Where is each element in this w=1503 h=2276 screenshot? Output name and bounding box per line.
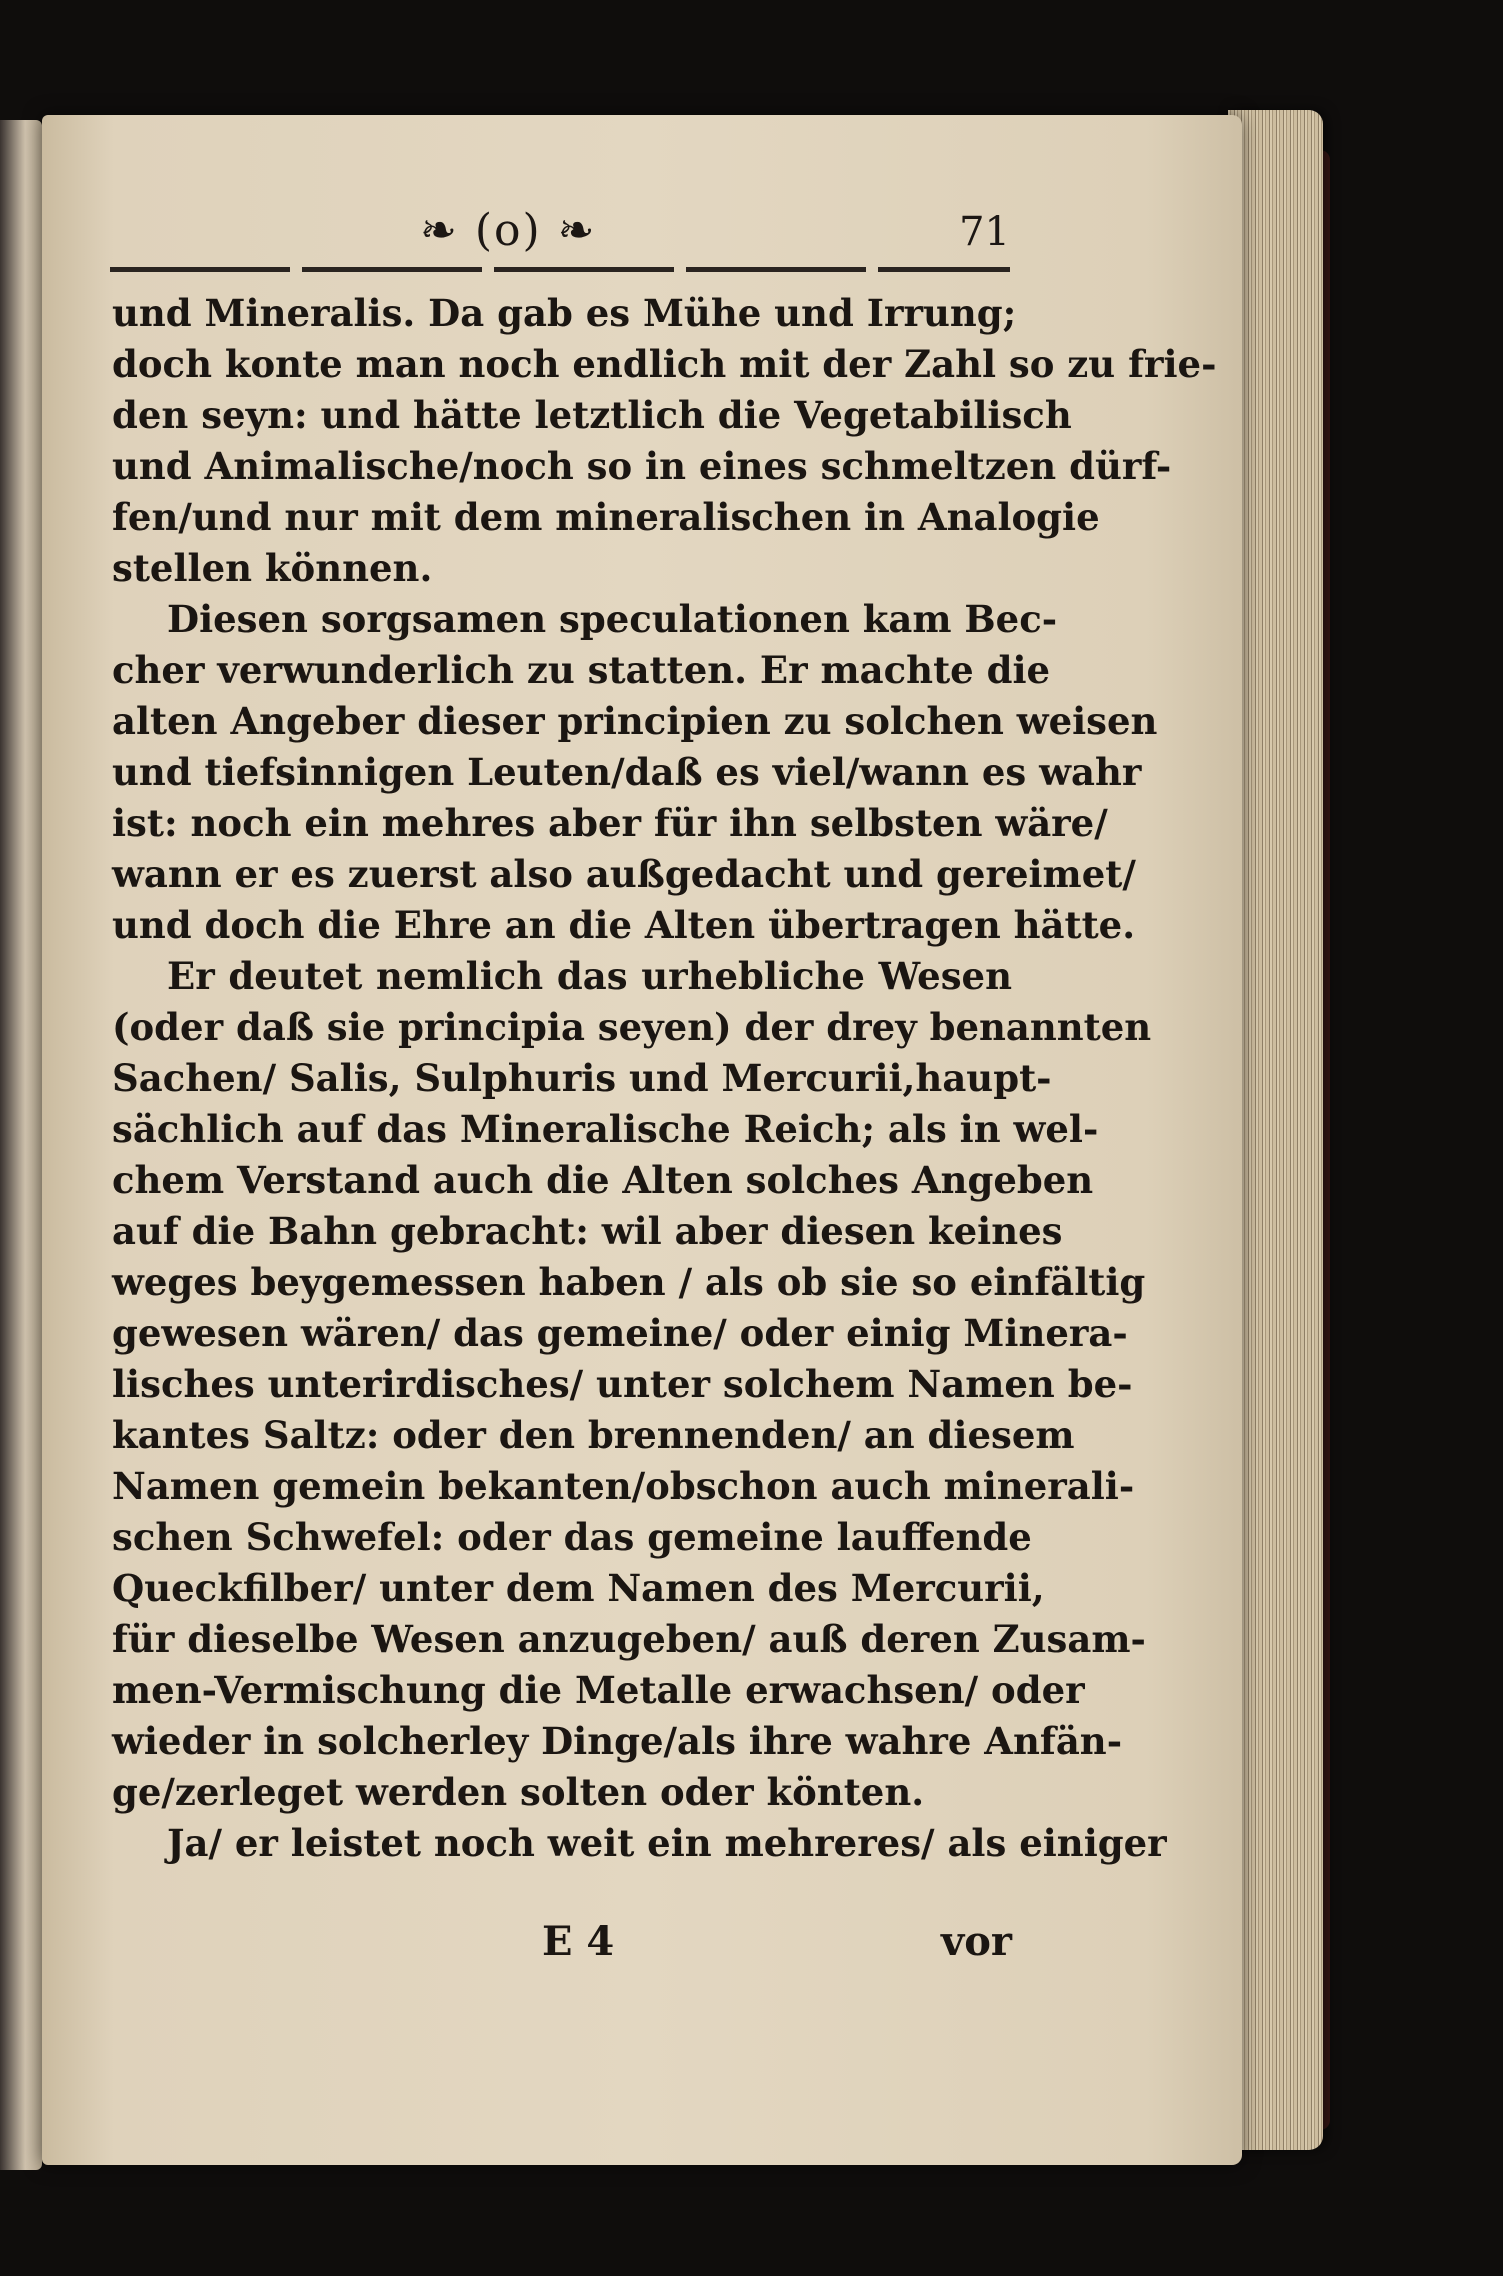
- page-header: [110, 205, 1010, 275]
- paragraph-start-line: Er deutet nemlich das urhebliche Wesen: [167, 954, 1012, 998]
- text-line: ge/zerleget werden solten oder könten.: [112, 1770, 925, 1814]
- text-line: Sachen/ Salis, Sulphuris und Mercurii,haupt-: [112, 1056, 1052, 1100]
- page-footer: [112, 1918, 1012, 1973]
- header-ornament: ❧ (o) ❧: [420, 205, 597, 256]
- text-line: ist: noch ein mehres aber für ihn selbsten wäre/: [112, 801, 1108, 845]
- paragraph-start-line: Ja/ er leistet noch weit ein mehreres/ als einiger: [167, 1821, 1167, 1865]
- text-line: chem Verstand auch die Alten solches Angeben: [112, 1158, 1094, 1202]
- paragraph-start-line: Diesen sorgsamen speculationen kam Bec-: [167, 597, 1058, 641]
- text-line: schen Schwefel: oder das gemeine lauffende: [112, 1515, 1032, 1559]
- text-line: weges beygemessen haben / als ob sie so einfältig: [112, 1260, 1146, 1304]
- text-line: und doch die Ehre an die Alten übertragen hätte.: [112, 903, 1136, 947]
- text-line: sächlich auf das Mineralische Reich; als in wel-: [112, 1107, 1099, 1151]
- text-line: (oder daß sie principia seyen) der drey benannten: [112, 1005, 1152, 1049]
- text-line: cher verwunderlich zu statten. Er machte die: [112, 648, 1051, 692]
- body-text: [112, 288, 1217, 1869]
- page-block-edge: [1228, 110, 1323, 2150]
- text-line: kantes Saltz: oder den brennenden/ an diesem: [112, 1413, 1075, 1457]
- text-line: auf die Bahn gebracht: wil aber diesen keines: [112, 1209, 1063, 1253]
- text-line: und Mineralis. Da gab es Mühe und Irrung;: [112, 291, 1017, 335]
- text-line: Namen gemein bekanten/obschon auch minerali-: [112, 1464, 1135, 1508]
- text-line: und tiefsinnigen Leuten/daß es viel/wann es wahr: [112, 750, 1142, 794]
- text-line: fen/und nur mit dem mineralischen in Analogie: [112, 495, 1100, 539]
- text-line: Queckfilber/ unter dem Namen des Mercurii,: [112, 1566, 1045, 1610]
- text-line: und Animalische/noch so in eines schmeltzen dürf-: [112, 444, 1172, 488]
- page-number: 71: [959, 209, 1010, 255]
- text-line: alten Angeber dieser principien zu solchen weisen: [112, 699, 1158, 743]
- text-line: men-Vermischung die Metalle erwachsen/ oder: [112, 1668, 1085, 1712]
- text-line: doch konte man noch endlich mit der Zahl so zu frie-: [112, 342, 1217, 386]
- header-rule: [110, 267, 1010, 272]
- text-line: wieder in solcherley Dinge/als ihre wahre Anfän-: [112, 1719, 1123, 1763]
- previous-page-edge: [0, 120, 42, 2170]
- text-line: den seyn: und hätte letztlich die Vegetabilisch: [112, 393, 1072, 437]
- text-line: für dieselbe Wesen anzugeben/ auß deren Zusam-: [112, 1617, 1146, 1661]
- text-line: lisches unterirdisches/ unter solchem Namen be-: [112, 1362, 1133, 1406]
- text-line: stellen können.: [112, 546, 433, 590]
- text-line: wann er es zuerst also außgedacht und gereimet/: [112, 852, 1136, 896]
- signature-mark: E 4: [542, 1918, 615, 1965]
- text-line: gewesen wären/ das gemeine/ oder einig Minera-: [112, 1311, 1128, 1355]
- catchword: vor: [941, 1918, 1012, 1965]
